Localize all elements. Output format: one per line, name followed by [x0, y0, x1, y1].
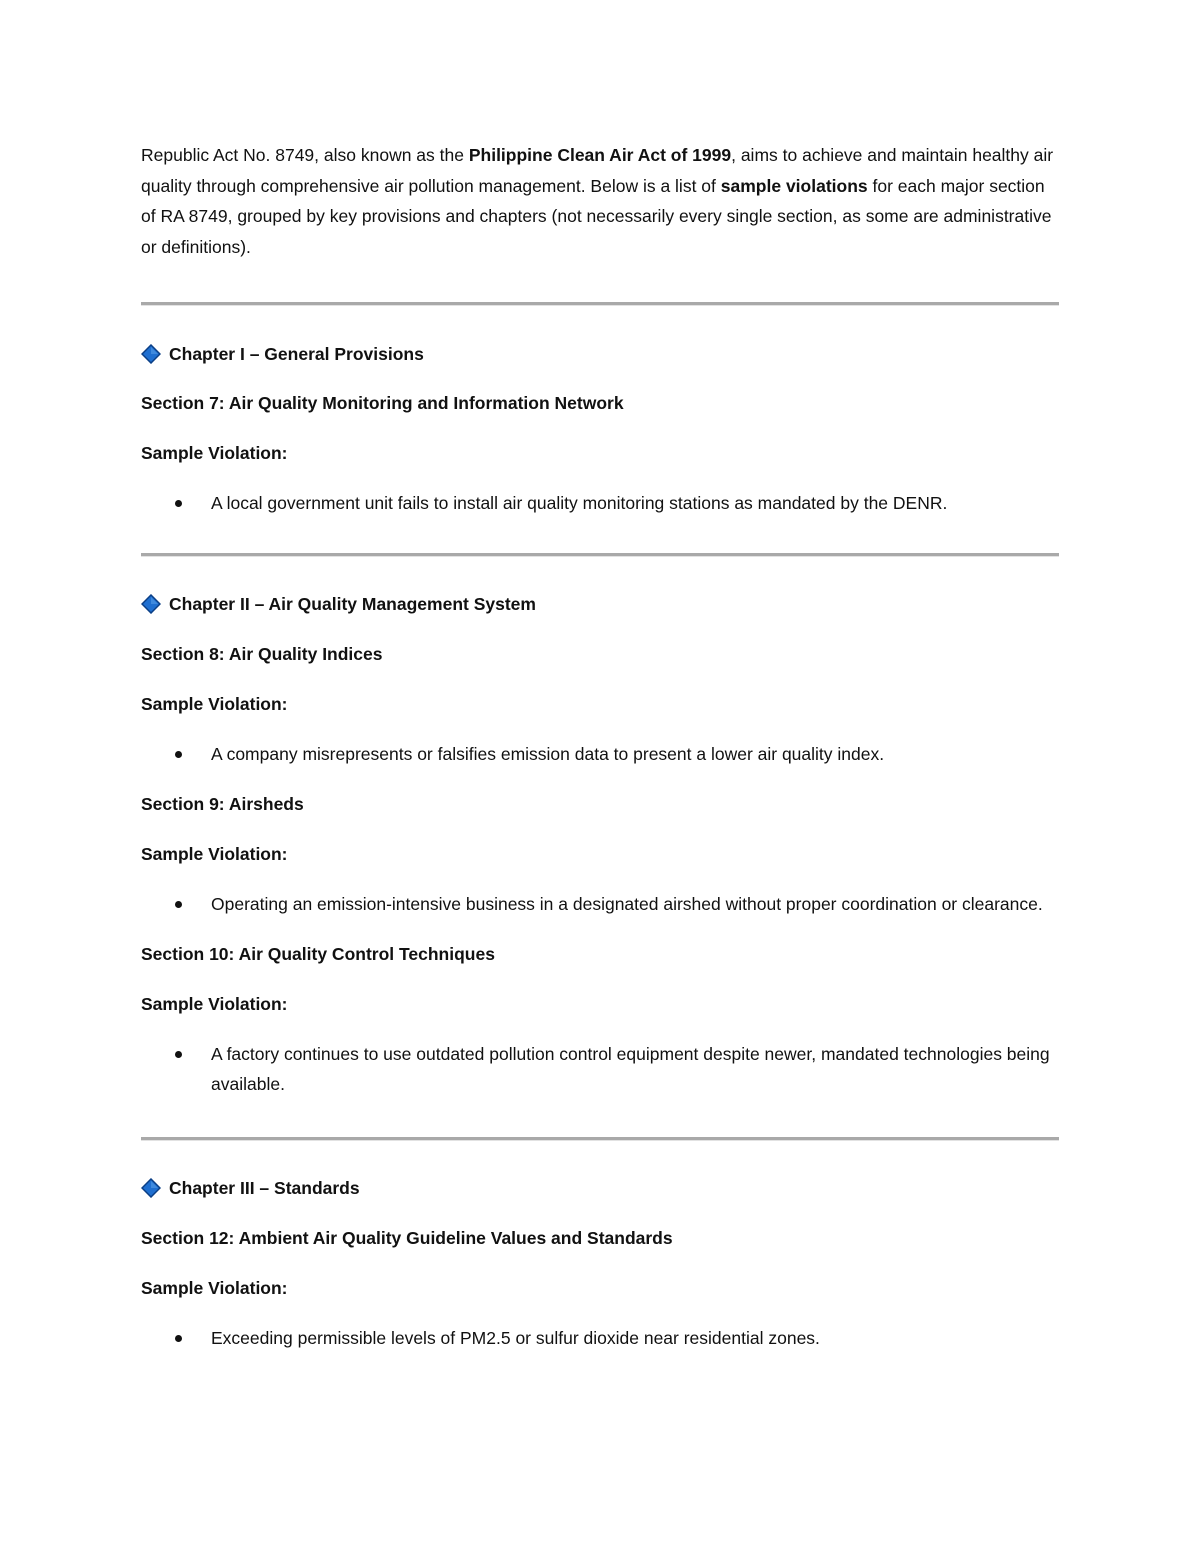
chapter-title: Chapter I – General Provisions: [169, 344, 424, 364]
violation-list: [141, 1323, 1059, 1353]
violation-text: Operating an emission-intensive business in a designated airshed without proper coordination or clearance.: [211, 894, 1043, 914]
horizontal-rule: [141, 302, 1059, 306]
chapter-title: Chapter II – Air Quality Management System: [169, 594, 536, 614]
intro-act-name: Philippine Clean Air Act of 1999: [468, 145, 732, 165]
sample-violation-label: Sample Violation:: [141, 1278, 288, 1298]
bullet-dot-icon: [175, 500, 182, 507]
bullet-dot-icon: [175, 751, 182, 758]
violation-text: A local government unit fails to install air quality monitoring stations as mandated by the DENR.: [211, 493, 948, 513]
violation-text: Exceeding permissible levels of PM2.5 or sulfur dioxide near residential zones.: [211, 1328, 820, 1348]
sample-violation-label: Sample Violation:: [141, 844, 288, 864]
chapter-title: Chapter III – Standards: [169, 1178, 360, 1198]
intro-text: Republic Act No. 8749, also known as the: [141, 145, 469, 165]
chapter-heading: [141, 593, 1059, 615]
violation-list: [141, 488, 1059, 518]
document-page: [141, 140, 1059, 1353]
list-item: [141, 739, 1059, 769]
section-heading: Section 7: Air Quality Monitoring and Information Network: [141, 393, 624, 413]
bullet-dot-icon: [175, 1051, 182, 1058]
sample-violation-label: Sample Violation:: [141, 694, 288, 714]
violation-text: A company misrepresents or falsifies emission data to present a lower air quality index.: [211, 744, 885, 764]
section-heading: Section 12: Ambient Air Quality Guideline Values and Standards: [141, 1228, 673, 1248]
violation-list: [141, 1039, 1059, 1099]
bullet-dot-icon: [175, 901, 182, 908]
bullet-dot-icon: [175, 1335, 182, 1342]
list-item: [141, 1323, 1059, 1353]
sample-violation-label: Sample Violation:: [141, 443, 288, 463]
intro-text: , aims to achieve and maintain healthy air quality through comprehensive air pollution management. Below is a list of: [141, 145, 1054, 196]
intro-paragraph: [141, 140, 1059, 262]
intro-text: for each major section of RA 8749, grouped by key provisions and chapters (not necessarily every single section, as some are administrative or definitions).: [141, 175, 1052, 257]
intro-emphasis: sample violations: [720, 175, 868, 196]
section-heading: Section 10: Air Quality Control Techniques: [141, 944, 495, 964]
chapter-heading: [141, 343, 1059, 365]
list-item: [141, 889, 1059, 919]
list-item: [141, 488, 1059, 518]
horizontal-rule: [141, 553, 1059, 557]
violation-list: [141, 739, 1059, 769]
horizontal-rule: [141, 1137, 1059, 1141]
blue-diamond-icon: [141, 344, 161, 364]
list-item: [141, 1039, 1059, 1099]
violation-text: A factory continues to use outdated pollution control equipment despite newer, mandated technologies being available.: [211, 1044, 1050, 1094]
sample-violation-label: Sample Violation:: [141, 994, 288, 1014]
section-heading: Section 9: Airsheds: [141, 794, 304, 814]
chapter-heading: [141, 1177, 1059, 1199]
section-heading: Section 8: Air Quality Indices: [141, 644, 383, 664]
blue-diamond-icon: [141, 594, 161, 614]
blue-diamond-icon: [141, 1178, 161, 1198]
violation-list: [141, 889, 1059, 919]
